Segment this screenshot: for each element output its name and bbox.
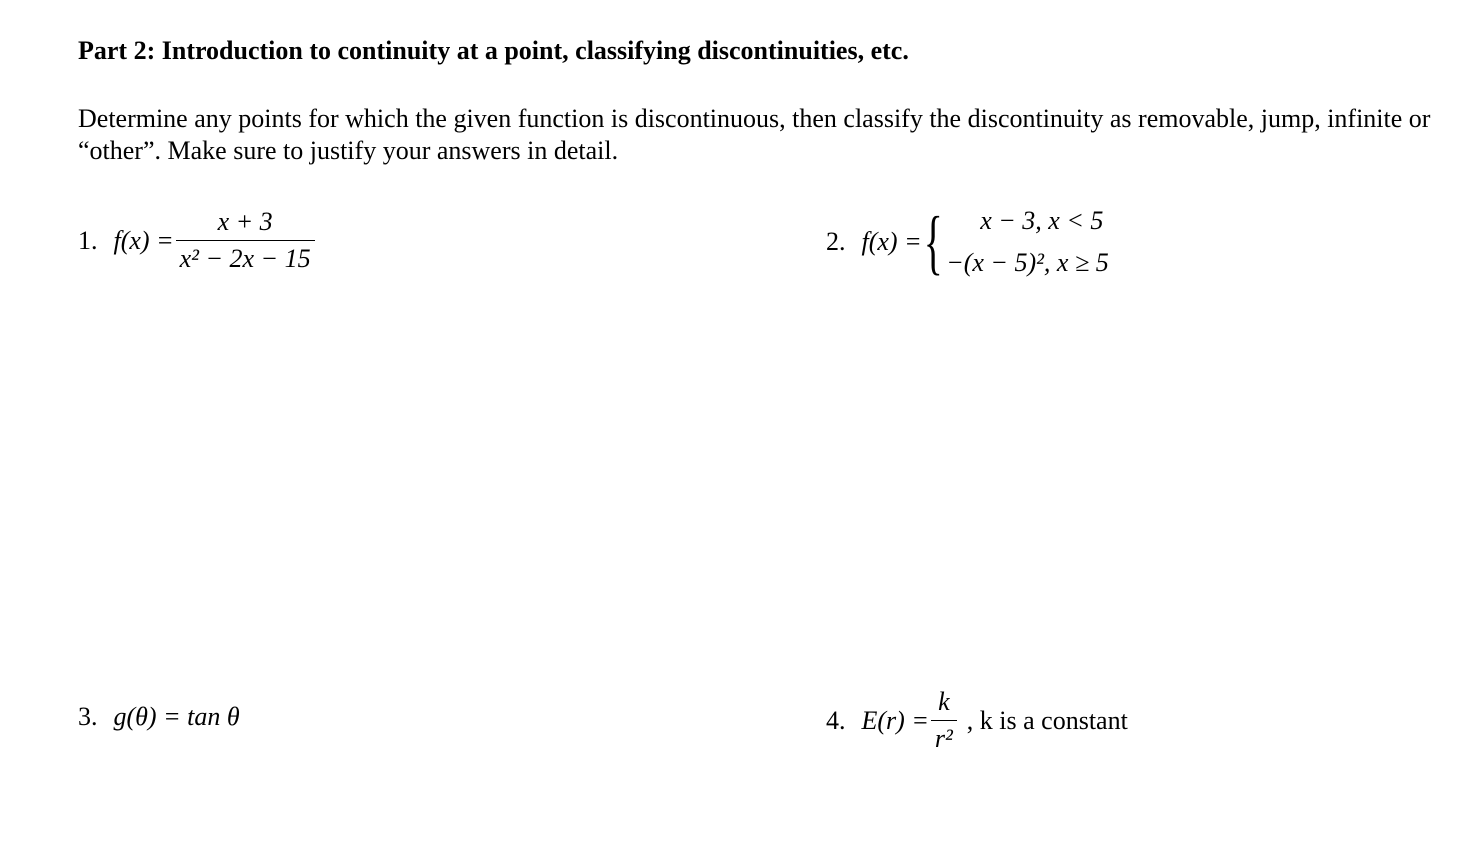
problem-3	[78, 702, 240, 732]
problem-number: 1.	[78, 225, 98, 255]
function-lhs: f(x) =	[861, 227, 922, 256]
part-heading: Part 2: Introduction to continuity at a point, classifying discontinuities, etc.	[78, 36, 909, 65]
case-1: x − 3, x < 5	[980, 206, 1104, 235]
problem-number: 4.	[826, 705, 846, 735]
function-lhs: E(r) =	[861, 705, 929, 735]
fraction	[931, 686, 957, 755]
fraction-denominator: x² − 2x − 15	[176, 240, 315, 275]
problem-2	[826, 200, 1109, 284]
case-2: −(x − 5)², x ≥ 5	[946, 248, 1109, 277]
instructions-paragraph: Determine any points for which the given function is discontinuous, then classify the discontinuity as removable, jump, infinite or “other”. Make sure to justify your answers in detail.	[78, 104, 1431, 165]
problem-4	[826, 686, 1128, 755]
fraction	[176, 206, 315, 275]
fraction-numerator: k	[938, 687, 950, 716]
problem-number: 3.	[78, 702, 98, 731]
fraction-denominator: r²	[931, 720, 957, 755]
piecewise-cases	[946, 200, 1109, 284]
function-expression: g(θ) = tan θ	[113, 702, 240, 731]
problem-number: 2.	[826, 227, 846, 256]
left-brace: {	[923, 202, 943, 282]
fraction-numerator: x + 3	[217, 207, 273, 236]
function-lhs: f(x) =	[113, 225, 174, 255]
constant-note: , k is a constant	[966, 705, 1128, 735]
problem-1	[78, 206, 317, 275]
